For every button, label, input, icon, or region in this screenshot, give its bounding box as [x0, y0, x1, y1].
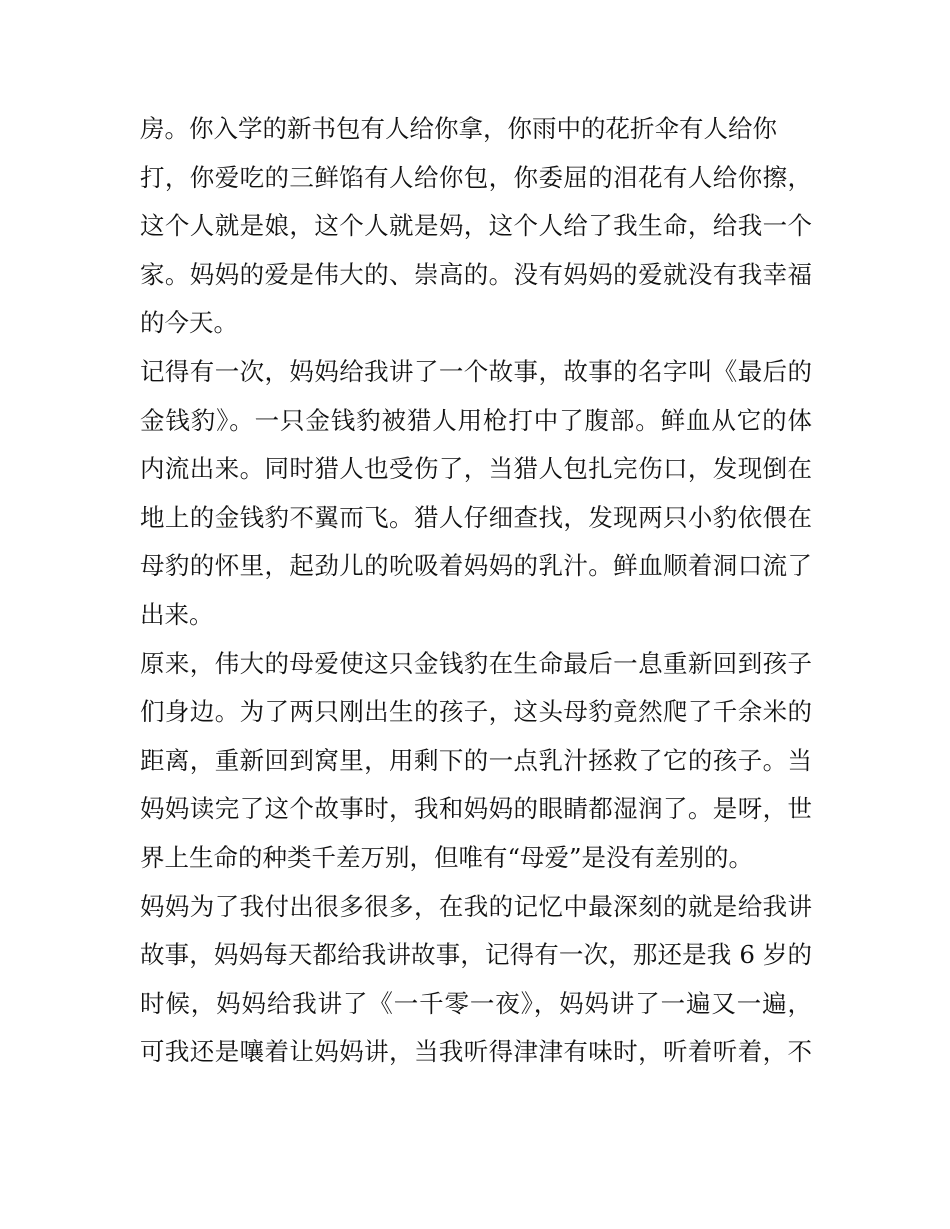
- text-line: 们身边。为了两只刚出生的孩子，这头母豹竟然爬了千余米的: [140, 697, 812, 727]
- text-line: 这个人就是娘，这个人就是妈，这个人给了我生命，给我一个: [140, 211, 812, 241]
- text-line: 妈妈为了我付出很多很多，在我的记忆中最深刻的就是给我讲: [140, 891, 812, 921]
- text-line: 家。妈妈的爱是伟大的、崇高的。没有妈妈的爱就没有我幸福: [140, 259, 812, 289]
- text-line: 母豹的怀里，起劲儿的吮吸着妈妈的乳汁。鲜血顺着洞口流了: [140, 551, 812, 581]
- text-line: 距离，重新回到窝里，用剩下的一点乳汁拯救了它的孩子。当: [140, 745, 812, 775]
- text-line: 内流出来。同时猎人也受伤了，当猎人包扎完伤口，发现倒在: [140, 454, 812, 484]
- text-line: 原来，伟大的母爱使这只金钱豹在生命最后一息重新回到孩子: [140, 648, 812, 678]
- text-line: 的今天。: [140, 308, 238, 338]
- text-line: 界上生命的种类千差万别，但唯有“母爱”是没有差别的。: [140, 842, 754, 872]
- text-line: 记得有一次，妈妈给我讲了一个故事，故事的名字叫《最后的: [140, 356, 812, 386]
- text-line: 妈妈读完了这个故事时，我和妈妈的眼睛都湿润了。是呀，世: [140, 794, 812, 824]
- text-line: 打，你爱吃的三鲜馅有人给你包，你委屈的泪花有人给你擦，: [140, 162, 812, 192]
- text-line: 可我还是嚷着让妈妈讲，当我听得津津有味时，听着听着，不: [140, 1037, 812, 1067]
- text-line: 时候，妈妈给我讲了《一千零一夜》，妈妈讲了一遍又一遍，: [140, 988, 812, 1018]
- text-line: 地上的金钱豹不翼而飞。猎人仔细查找，发现两只小豹依偎在: [140, 502, 812, 532]
- text-line: 金钱豹》。一只金钱豹被猎人用枪打中了腹部。鲜血从它的体: [140, 405, 812, 435]
- text-line: 房。你入学的新书包有人给你拿，你雨中的花折伞有人给你: [140, 114, 777, 143]
- body-text: [140, 105, 812, 1077]
- text-line: 故事，妈妈每天都给我讲故事，记得有一次，那还是我 6 岁的: [140, 940, 812, 970]
- text-line: 出来。: [140, 599, 214, 629]
